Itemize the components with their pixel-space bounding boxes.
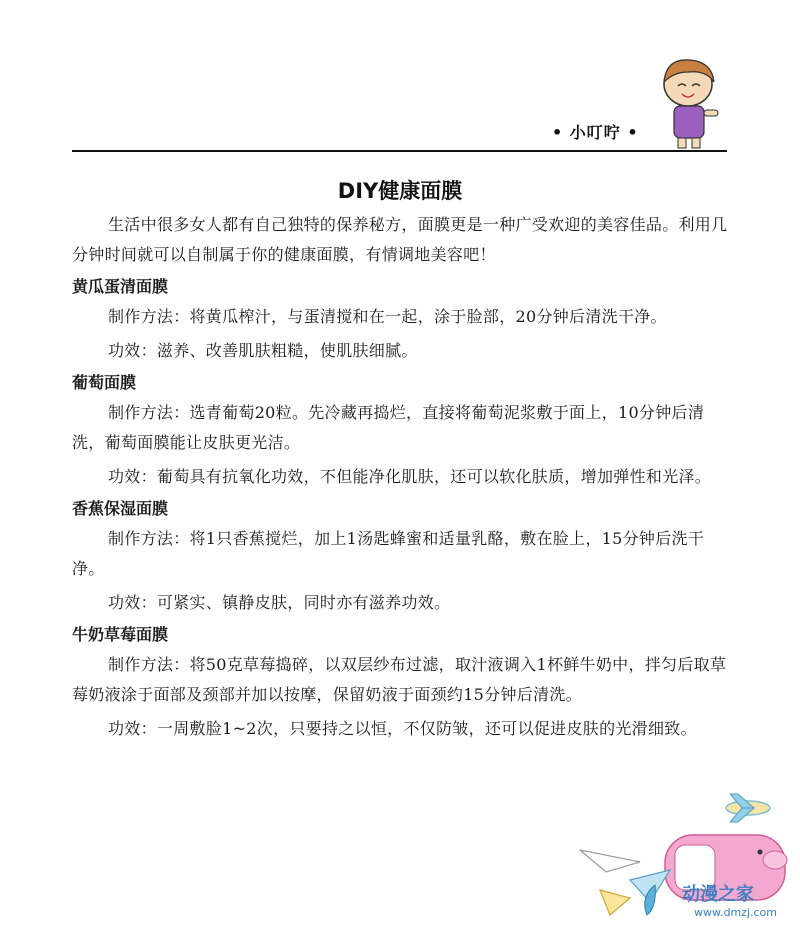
section-method: 制作方法：将50克草莓捣碎，以双层纱布过滤，取汁液调入1杯鲜牛奶中，拌匀后取草莓奶液涂于面部及颈部并加以按摩，保留奶液于面颈约15分钟后清洗。: [72, 655, 727, 704]
airplane-icon: [726, 794, 770, 822]
section-strawberry: [72, 622, 732, 744]
watermark-url: www.dmzj.com: [694, 906, 777, 919]
section-heading: 香蕉保湿面膜: [72, 499, 169, 518]
mascot-girl-icon: [648, 52, 728, 152]
section-method: 制作方法：将黄瓜榨汁，与蛋清搅和在一起，涂于脸部，20分钟后清洗干净。: [108, 307, 667, 326]
header-divider: [72, 150, 727, 152]
section-effect: 功效：滋养、改善肌肤粗糙，使肌肤细腻。: [108, 341, 418, 360]
section-heading: 黄瓜蛋清面膜: [72, 277, 169, 296]
intro-paragraph: 生活中很多女人都有自己独特的保养秘方，面膜更是一种广受欢迎的美容佳品。利用几分钟时间就可以自制属于你的健康面膜，有情调地美容吧！: [72, 215, 728, 264]
section-banana: [72, 496, 732, 618]
section-effect: 功效：一周敷脸1~2次，只要持之以恒，不仅防皱，还可以促进皮肤的光滑细致。: [108, 719, 697, 738]
article-body: [72, 210, 732, 748]
section-heading: 牛奶草莓面膜: [72, 625, 169, 644]
section-grape: [72, 370, 732, 492]
section-method: 制作方法：选青葡萄20粒。先冷藏再捣烂，直接将葡萄泥浆敷于面上，10分钟后清洗，葡萄面膜能让皮肤更光洁。: [72, 403, 705, 452]
brand-label: • 小叮咛 •: [552, 123, 639, 142]
section-cucumber: [72, 274, 732, 366]
section-heading: 葡萄面膜: [72, 373, 137, 392]
section-method: 制作方法：将1只香蕉搅烂，加上1汤匙蜂蜜和适量乳酪，敷在脸上，15分钟后洗干净。: [72, 529, 705, 578]
page-title: DIY健康面膜: [337, 179, 463, 203]
section-effect: 功效：葡萄具有抗氧化功效，不但能净化肌肤，还可以软化肤质，增加弹性和光泽。: [108, 467, 712, 486]
paper-plane-icon: [580, 850, 670, 915]
watermark-name: 动漫之家: [682, 884, 754, 905]
section-effect: 功效：可紧实、镇静皮肤，同时亦有滋养功效。: [108, 593, 451, 612]
